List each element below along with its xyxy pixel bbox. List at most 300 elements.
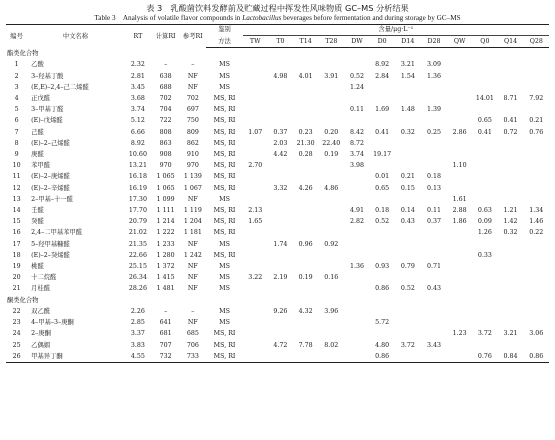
cell-value: 0.11: [427, 207, 442, 215]
cell-value: [421, 160, 447, 171]
cell-value: [293, 160, 318, 171]
cell-value: 1.36: [349, 263, 364, 271]
cell-value: 2.88: [452, 207, 467, 215]
table-row: [6, 82, 549, 93]
cell-name: 双乙酰: [31, 308, 51, 316]
cell-value: 8.42: [349, 128, 364, 136]
cell-value: [447, 82, 472, 93]
cell-value: [344, 183, 369, 194]
cell-ri-ref: 1 242: [183, 251, 202, 259]
cell-value: [524, 104, 549, 115]
cell-value: 3.06: [529, 330, 544, 338]
cell-name: 3–羟基丁酸: [31, 72, 64, 80]
cell-name: (E)–2–庚烯醛: [31, 173, 70, 181]
cell-value: [472, 306, 497, 317]
cell-value: [243, 104, 268, 115]
cell-value: 4.98: [273, 72, 288, 80]
cell-value: [370, 239, 395, 250]
cell-value: [421, 93, 447, 104]
table-row: [6, 115, 549, 126]
cell-value: [472, 239, 497, 250]
header-sample-dw: DW: [344, 36, 369, 48]
cell-value: 3.96: [324, 308, 339, 316]
cell-value: 3.72: [477, 330, 492, 338]
cell-value: [497, 283, 523, 294]
cell-value: [318, 317, 344, 328]
cell-name: 2–庚酮: [31, 330, 51, 338]
cell-value: 1.23: [452, 330, 467, 338]
cell-method: MS: [219, 72, 230, 80]
cell-value: [344, 250, 369, 261]
cell-rt: 6.66: [130, 128, 145, 136]
cell-value: 0.76: [529, 128, 544, 136]
cell-value: [318, 171, 344, 182]
cell-name: (E)–2–辛烯醛: [31, 184, 70, 192]
cell-ri-ref: 910: [186, 151, 199, 159]
cell-value: 4.42: [273, 151, 288, 159]
cell-ri-calc: 702: [159, 95, 172, 103]
cell-value: [497, 272, 523, 283]
cell-rt: 16.19: [128, 184, 147, 192]
cell-value: [243, 227, 268, 238]
cell-ri-ref: –: [191, 61, 195, 69]
cell-name: 正戊醛: [31, 95, 51, 103]
cell-method: MS: [219, 308, 230, 316]
cell-ri-ref: NF: [187, 240, 198, 248]
cell-value: 19.17: [373, 151, 392, 159]
cell-method: MS, RI: [213, 218, 236, 226]
cell-rt: 21.02: [128, 229, 147, 237]
cell-rt: 2.26: [130, 308, 145, 316]
cell-method: MS: [219, 240, 230, 248]
cell-value: [497, 104, 523, 115]
cell-value: [243, 71, 268, 82]
cell-method: MS, RI: [213, 151, 236, 159]
cell-value: [370, 250, 395, 261]
cell-value: [268, 160, 293, 171]
cell-value: [344, 351, 369, 363]
cell-value: [472, 59, 497, 70]
group-header-row: [6, 295, 549, 306]
cell-value: [497, 160, 523, 171]
cell-ri-calc: 732: [152, 351, 179, 363]
cell-value: 3.43: [427, 341, 442, 349]
cell-rt: 3.68: [130, 95, 145, 103]
table-row: [6, 127, 549, 138]
cell-value: [268, 351, 293, 363]
header-ri-ref: 参考RI: [179, 25, 206, 48]
cell-name: 3–甲基丁醛: [31, 106, 64, 114]
cell-value: [293, 205, 318, 216]
cell-no: 25: [12, 341, 21, 349]
header-sample-q14: Q14: [497, 36, 523, 48]
cell-value: [497, 183, 523, 194]
cell-value: 1.65: [248, 218, 263, 226]
table-row: [6, 205, 549, 216]
cell-ri-ref: 1 181: [183, 229, 202, 237]
cell-value: [472, 82, 497, 93]
cell-value: [524, 138, 549, 149]
cell-value: 0.16: [324, 274, 339, 282]
cell-ri-ref: 706: [186, 341, 199, 349]
cell-value: 5.72: [375, 319, 390, 327]
table-row: [6, 340, 549, 351]
cell-rt: 26.34: [128, 274, 147, 282]
cell-value: 0.11: [349, 106, 364, 114]
caption-en-prefix: Table 3 Analysis of volatile flavor compounds in: [94, 14, 243, 22]
cell-value: [447, 59, 472, 70]
cell-value: [421, 351, 447, 363]
cell-value: 3.21: [400, 61, 415, 69]
header-sample-d14: D14: [395, 36, 421, 48]
cell-ri-calc: 1 372: [156, 263, 175, 271]
table-row: [6, 59, 549, 70]
cell-value: 0.76: [472, 351, 497, 363]
cell-rt: 3.45: [130, 83, 145, 91]
cell-value: [421, 250, 447, 261]
cell-ri-ref: 1 067: [183, 184, 202, 192]
cell-value: [293, 115, 318, 126]
group-title: 酮类化合物: [7, 296, 39, 304]
header-row-1: [6, 25, 549, 36]
cell-value: [318, 59, 344, 70]
cell-value: [447, 250, 472, 261]
cell-value: 0.86: [524, 351, 549, 363]
cell-value: [497, 149, 523, 160]
cell-value: [447, 283, 472, 294]
cell-value: [293, 82, 318, 93]
cell-value: [395, 194, 421, 205]
header-method-line1: 鉴别: [206, 25, 242, 36]
cell-value: [421, 82, 447, 93]
cell-ri-calc: 638: [159, 72, 172, 80]
cell-value: [395, 138, 421, 149]
cell-value: 0.09: [477, 218, 492, 226]
cell-name: 2,4–二甲基苯甲醛: [31, 229, 83, 237]
cell-value: [524, 272, 549, 283]
cell-value: [293, 216, 318, 227]
cell-value: 0.84: [497, 351, 523, 363]
cell-value: [370, 115, 395, 126]
cell-name: 甲基异丁酮: [27, 351, 124, 363]
cell-value: [472, 171, 497, 182]
cell-value: [524, 160, 549, 171]
cell-value: [421, 317, 447, 328]
cell-value: [524, 71, 549, 82]
cell-value: [497, 194, 523, 205]
cell-no: 7: [14, 128, 19, 136]
cell-value: [370, 227, 395, 238]
cell-value: [268, 250, 293, 261]
cell-value: [243, 328, 268, 339]
cell-value: 4.86: [324, 184, 339, 192]
table-body: [6, 48, 549, 363]
cell-value: [344, 59, 369, 70]
cell-value: [395, 239, 421, 250]
cell-ri-calc: –: [164, 308, 168, 316]
cell-name: 桃醛: [31, 263, 44, 271]
cell-value: 3.22: [248, 274, 263, 282]
cell-value: 3.98: [349, 162, 364, 170]
cell-value: [447, 227, 472, 238]
cell-method: MS: [219, 319, 230, 327]
cell-value: [497, 261, 523, 272]
cell-value: [497, 71, 523, 82]
cell-value: 0.37: [273, 128, 288, 136]
cell-name: (E)–戊烯醛: [31, 117, 63, 125]
cell-value: 0.41: [503, 117, 518, 125]
flavor-compounds-table: [6, 24, 549, 363]
cell-value: [318, 283, 344, 294]
cell-value: 2.86: [452, 128, 467, 136]
cell-value: 7.78: [298, 341, 313, 349]
cell-value: 0.41: [375, 128, 390, 136]
cell-name: 壬醛: [31, 207, 44, 215]
cell-ri-calc: 1 214: [156, 218, 175, 226]
cell-rt: 17.70: [128, 207, 147, 215]
cell-method: MS, RI: [213, 128, 236, 136]
cell-value: [472, 71, 497, 82]
cell-no: 18: [12, 251, 21, 259]
table-row: [6, 149, 549, 160]
cell-value: [293, 261, 318, 272]
cell-no: 17: [12, 240, 21, 248]
cell-value: [472, 149, 497, 160]
header-no: 编号: [6, 25, 27, 48]
cell-ri-ref: 970: [186, 162, 199, 170]
cell-value: 3.91: [324, 72, 339, 80]
cell-value: 0.86: [375, 285, 390, 293]
cell-ri-calc: 641: [159, 319, 172, 327]
cell-value: [344, 227, 369, 238]
cell-value: [370, 93, 395, 104]
cell-method: MS, RI: [213, 106, 236, 114]
cell-value: [497, 239, 523, 250]
cell-value: [293, 171, 318, 182]
cell-value: 2.70: [248, 162, 263, 170]
cell-value: [524, 183, 549, 194]
cell-value: [472, 340, 497, 351]
cell-ri-calc: 1 111: [156, 207, 175, 215]
cell-value: [243, 351, 268, 363]
cell-value: 1.21: [503, 207, 518, 215]
cell-value: 0.14: [400, 207, 415, 215]
cell-value: [447, 149, 472, 160]
cell-ri-ref: 685: [186, 330, 199, 338]
cell-value: [447, 93, 472, 104]
cell-value: 0.37: [427, 218, 442, 226]
cell-value: [497, 306, 523, 317]
cell-value: [421, 138, 447, 149]
cell-value: 0.52: [349, 72, 364, 80]
cell-no: 22: [12, 308, 21, 316]
cell-value: [243, 239, 268, 250]
cell-no: 24: [12, 330, 21, 338]
cell-value: [524, 59, 549, 70]
cell-value: [318, 82, 344, 93]
cell-value: [344, 93, 369, 104]
cell-ri-ref: 1 204: [183, 218, 202, 226]
cell-name: 癸醛: [31, 218, 44, 226]
cell-value: [472, 104, 497, 115]
cell-value: [447, 317, 472, 328]
cell-no: 14: [12, 207, 21, 215]
cell-value: 21.30: [296, 139, 315, 147]
cell-ri-calc: 1 280: [156, 251, 175, 259]
cell-method: MS, RI: [213, 95, 236, 103]
cell-value: [472, 183, 497, 194]
cell-value: 8.02: [324, 341, 339, 349]
cell-name: 己醛: [31, 128, 44, 136]
header-sample-t14: T14: [293, 36, 318, 48]
table-row: [6, 250, 549, 261]
cell-value: [497, 340, 523, 351]
table-row: [6, 317, 549, 328]
cell-ri-ref: NF: [187, 263, 198, 271]
cell-value: [243, 283, 268, 294]
cell-value: [524, 171, 549, 182]
cell-ri-calc: 863: [159, 139, 172, 147]
cell-value: [472, 272, 497, 283]
cell-value: [370, 272, 395, 283]
table-row: [6, 171, 549, 182]
cell-value: [293, 351, 318, 363]
table-row: [6, 216, 549, 227]
cell-value: 0.32: [400, 128, 415, 136]
cell-method: MS, RI: [213, 251, 236, 259]
cell-method: MS: [219, 285, 230, 293]
header-sample-d0: D0: [370, 36, 395, 48]
table-caption-en: [6, 13, 549, 23]
cell-value: [243, 306, 268, 317]
cell-value: [318, 351, 344, 363]
cell-value: 0.52: [400, 285, 415, 293]
cell-value: 0.19: [298, 274, 313, 282]
cell-value: 8.72: [349, 139, 364, 147]
cell-value: 2.03: [273, 139, 288, 147]
cell-method: MS: [219, 195, 230, 203]
cell-value: [318, 261, 344, 272]
cell-value: 2.84: [375, 72, 390, 80]
cell-ri-calc: 704: [159, 106, 172, 114]
cell-name: 庚醛: [31, 151, 44, 159]
cell-value: [447, 171, 472, 182]
cell-value: 3.09: [427, 61, 442, 69]
cell-no: 1: [14, 61, 19, 69]
cell-value: 0.15: [400, 184, 415, 192]
cell-method: MS, RI: [213, 207, 236, 215]
cell-value: 0.01: [375, 173, 390, 181]
cell-value: [395, 306, 421, 317]
cell-ri-ref: 862: [186, 139, 199, 147]
cell-no: 3: [14, 83, 19, 91]
cell-ri-calc: 681: [159, 330, 172, 338]
cell-value: [472, 317, 497, 328]
cell-rt: 3.83: [130, 341, 145, 349]
cell-value: [268, 317, 293, 328]
table-row: [6, 227, 549, 238]
header-sample-qw: QW: [447, 36, 472, 48]
cell-value: 8.71: [503, 95, 518, 103]
cell-no: 5: [14, 106, 19, 114]
cell-rt: 5.12: [130, 117, 145, 125]
cell-method: MS, RI: [213, 341, 236, 349]
table-row: [6, 261, 549, 272]
header-sample-t0: T0: [268, 36, 293, 48]
cell-value: [447, 306, 472, 317]
cell-name: 苯甲醛: [31, 162, 51, 170]
cell-value: [318, 205, 344, 216]
cell-value: [344, 306, 369, 317]
cell-value: 14.01: [475, 95, 494, 103]
cell-value: [268, 59, 293, 70]
cell-value: [344, 194, 369, 205]
cell-rt: 8.92: [130, 139, 145, 147]
cell-value: 0.93: [375, 263, 390, 271]
header-amount: 含量/μg·L⁻¹: [243, 25, 549, 36]
cell-value: 3.74: [349, 151, 364, 159]
cell-value: [370, 328, 395, 339]
cell-value: [421, 115, 447, 126]
cell-ri-calc: 808: [159, 128, 172, 136]
cell-value: 3.21: [503, 330, 518, 338]
cell-value: [344, 272, 369, 283]
cell-value: [268, 104, 293, 115]
cell-value: 1.86: [452, 218, 467, 226]
cell-value: [268, 82, 293, 93]
cell-value: [421, 227, 447, 238]
cell-no: 11: [12, 173, 21, 181]
cell-value: 0.18: [375, 207, 390, 215]
cell-rt: 16.18: [128, 173, 147, 181]
cell-value: 0.28: [298, 151, 313, 159]
cell-rt: 3.37: [130, 330, 145, 338]
cell-ri-calc: 1 415: [156, 274, 175, 282]
cell-value: [370, 82, 395, 93]
cell-value: [243, 183, 268, 194]
cell-value: 1.48: [400, 106, 415, 114]
cell-method: MS, RI: [213, 184, 236, 192]
cell-ri-calc: 1 065: [156, 184, 175, 192]
cell-value: [293, 317, 318, 328]
cell-value: [395, 250, 421, 261]
cell-value: 3.72: [400, 341, 415, 349]
cell-value: 4.26: [298, 184, 313, 192]
cell-rt: 13.21: [128, 162, 147, 170]
cell-ri-ref: 750: [186, 117, 199, 125]
cell-value: 0.71: [427, 263, 442, 271]
cell-value: 0.96: [298, 240, 313, 248]
caption-en-suffix: beverages before fermentation and during storage by GC–MS: [281, 14, 461, 22]
cell-value: [447, 261, 472, 272]
cell-name: 乙偶姻: [31, 341, 51, 349]
cell-method: MS, RI: [213, 162, 236, 170]
cell-value: 0.41: [477, 128, 492, 136]
cell-rt: 17.30: [128, 195, 147, 203]
cell-name: 2–甲基–十一醛: [31, 195, 73, 203]
cell-value: [268, 171, 293, 182]
cell-value: 1.46: [529, 218, 544, 226]
cell-value: 0.32: [503, 229, 518, 237]
cell-method: MS, RI: [213, 173, 236, 181]
cell-value: [243, 250, 268, 261]
cell-value: [268, 227, 293, 238]
cell-value: [395, 351, 421, 363]
cell-value: [447, 340, 472, 351]
cell-ri-ref: 702: [186, 95, 199, 103]
cell-no: 12: [12, 184, 21, 192]
cell-value: 8.92: [375, 61, 390, 69]
